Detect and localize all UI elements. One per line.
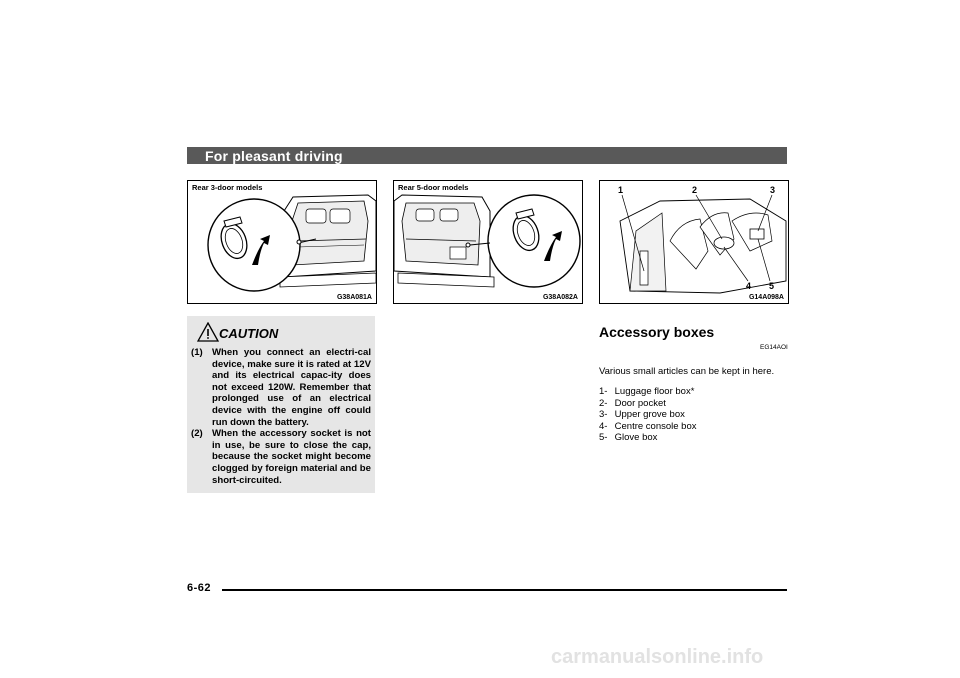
caution-title: CAUTION xyxy=(219,326,279,341)
list-item-number: 5- xyxy=(599,432,608,443)
figure-code: G14A098A xyxy=(748,294,784,301)
callout-1: 1 xyxy=(618,185,624,195)
accessory-code: EG14AOI xyxy=(760,344,788,351)
rear-5-door-illustration xyxy=(394,181,582,303)
callout-3: 3 xyxy=(770,185,776,195)
interior-illustration xyxy=(600,181,788,303)
figure-interior xyxy=(599,180,789,304)
list-item xyxy=(599,421,697,433)
list-item xyxy=(599,398,697,410)
caution-box xyxy=(187,316,375,493)
list-item xyxy=(599,386,697,398)
callout-2: 2 xyxy=(692,185,698,195)
list-item-number: 1- xyxy=(599,386,608,397)
caution-item-number: (2) xyxy=(191,428,203,440)
caution-item-number: (1) xyxy=(191,347,203,358)
callout-5: 5 xyxy=(769,281,775,291)
accessory-list xyxy=(599,386,697,444)
figure-label: Rear 5-door models xyxy=(398,183,469,192)
caution-list xyxy=(191,347,371,486)
page-number: 6-62 xyxy=(187,582,212,594)
list-item-number: 2- xyxy=(599,397,608,409)
callout-4: 4 xyxy=(746,281,752,291)
list-item-text: Centre console box xyxy=(614,420,697,432)
list-item-text: Door pocket xyxy=(614,397,666,409)
figure-rear-3-door xyxy=(187,180,377,304)
caution-item-text: When you connect an electri-cal device, make sure it is rated at 12V and its electrical capac-ity does not exceed 120W. Remember that prolonged use of an electrical device with the engine off could run down the battery. xyxy=(212,347,371,428)
rear-3-door-illustration xyxy=(188,181,376,303)
accessory-intro: Various small articles can be kept in here. xyxy=(599,366,775,377)
list-item xyxy=(599,432,697,444)
caution-item-text: When the accessory socket is not in use, be sure to close the cap, because the socket might become clogged by foreign material and be short-circuited. xyxy=(212,428,371,486)
list-item-number: 4- xyxy=(599,420,608,432)
figure-label: Rear 3-door models xyxy=(192,183,263,192)
accessory-title: Accessory boxes xyxy=(599,324,715,340)
list-item-text: Upper grove box xyxy=(614,409,685,420)
list-item-text: Luggage floor box* xyxy=(614,386,695,397)
caution-item xyxy=(191,347,371,428)
figure-code: G38A082A xyxy=(542,294,578,301)
list-item-text: Glove box xyxy=(614,432,658,443)
caution-item xyxy=(191,428,371,486)
list-item xyxy=(599,409,697,421)
list-item-number: 3- xyxy=(599,409,608,420)
watermark: carmanualsonline.info xyxy=(551,646,764,668)
footer-rule xyxy=(222,589,787,591)
figure-code: G38A081A xyxy=(336,294,372,301)
figure-rear-5-door xyxy=(393,180,583,304)
section-title: For pleasant driving xyxy=(205,148,343,164)
